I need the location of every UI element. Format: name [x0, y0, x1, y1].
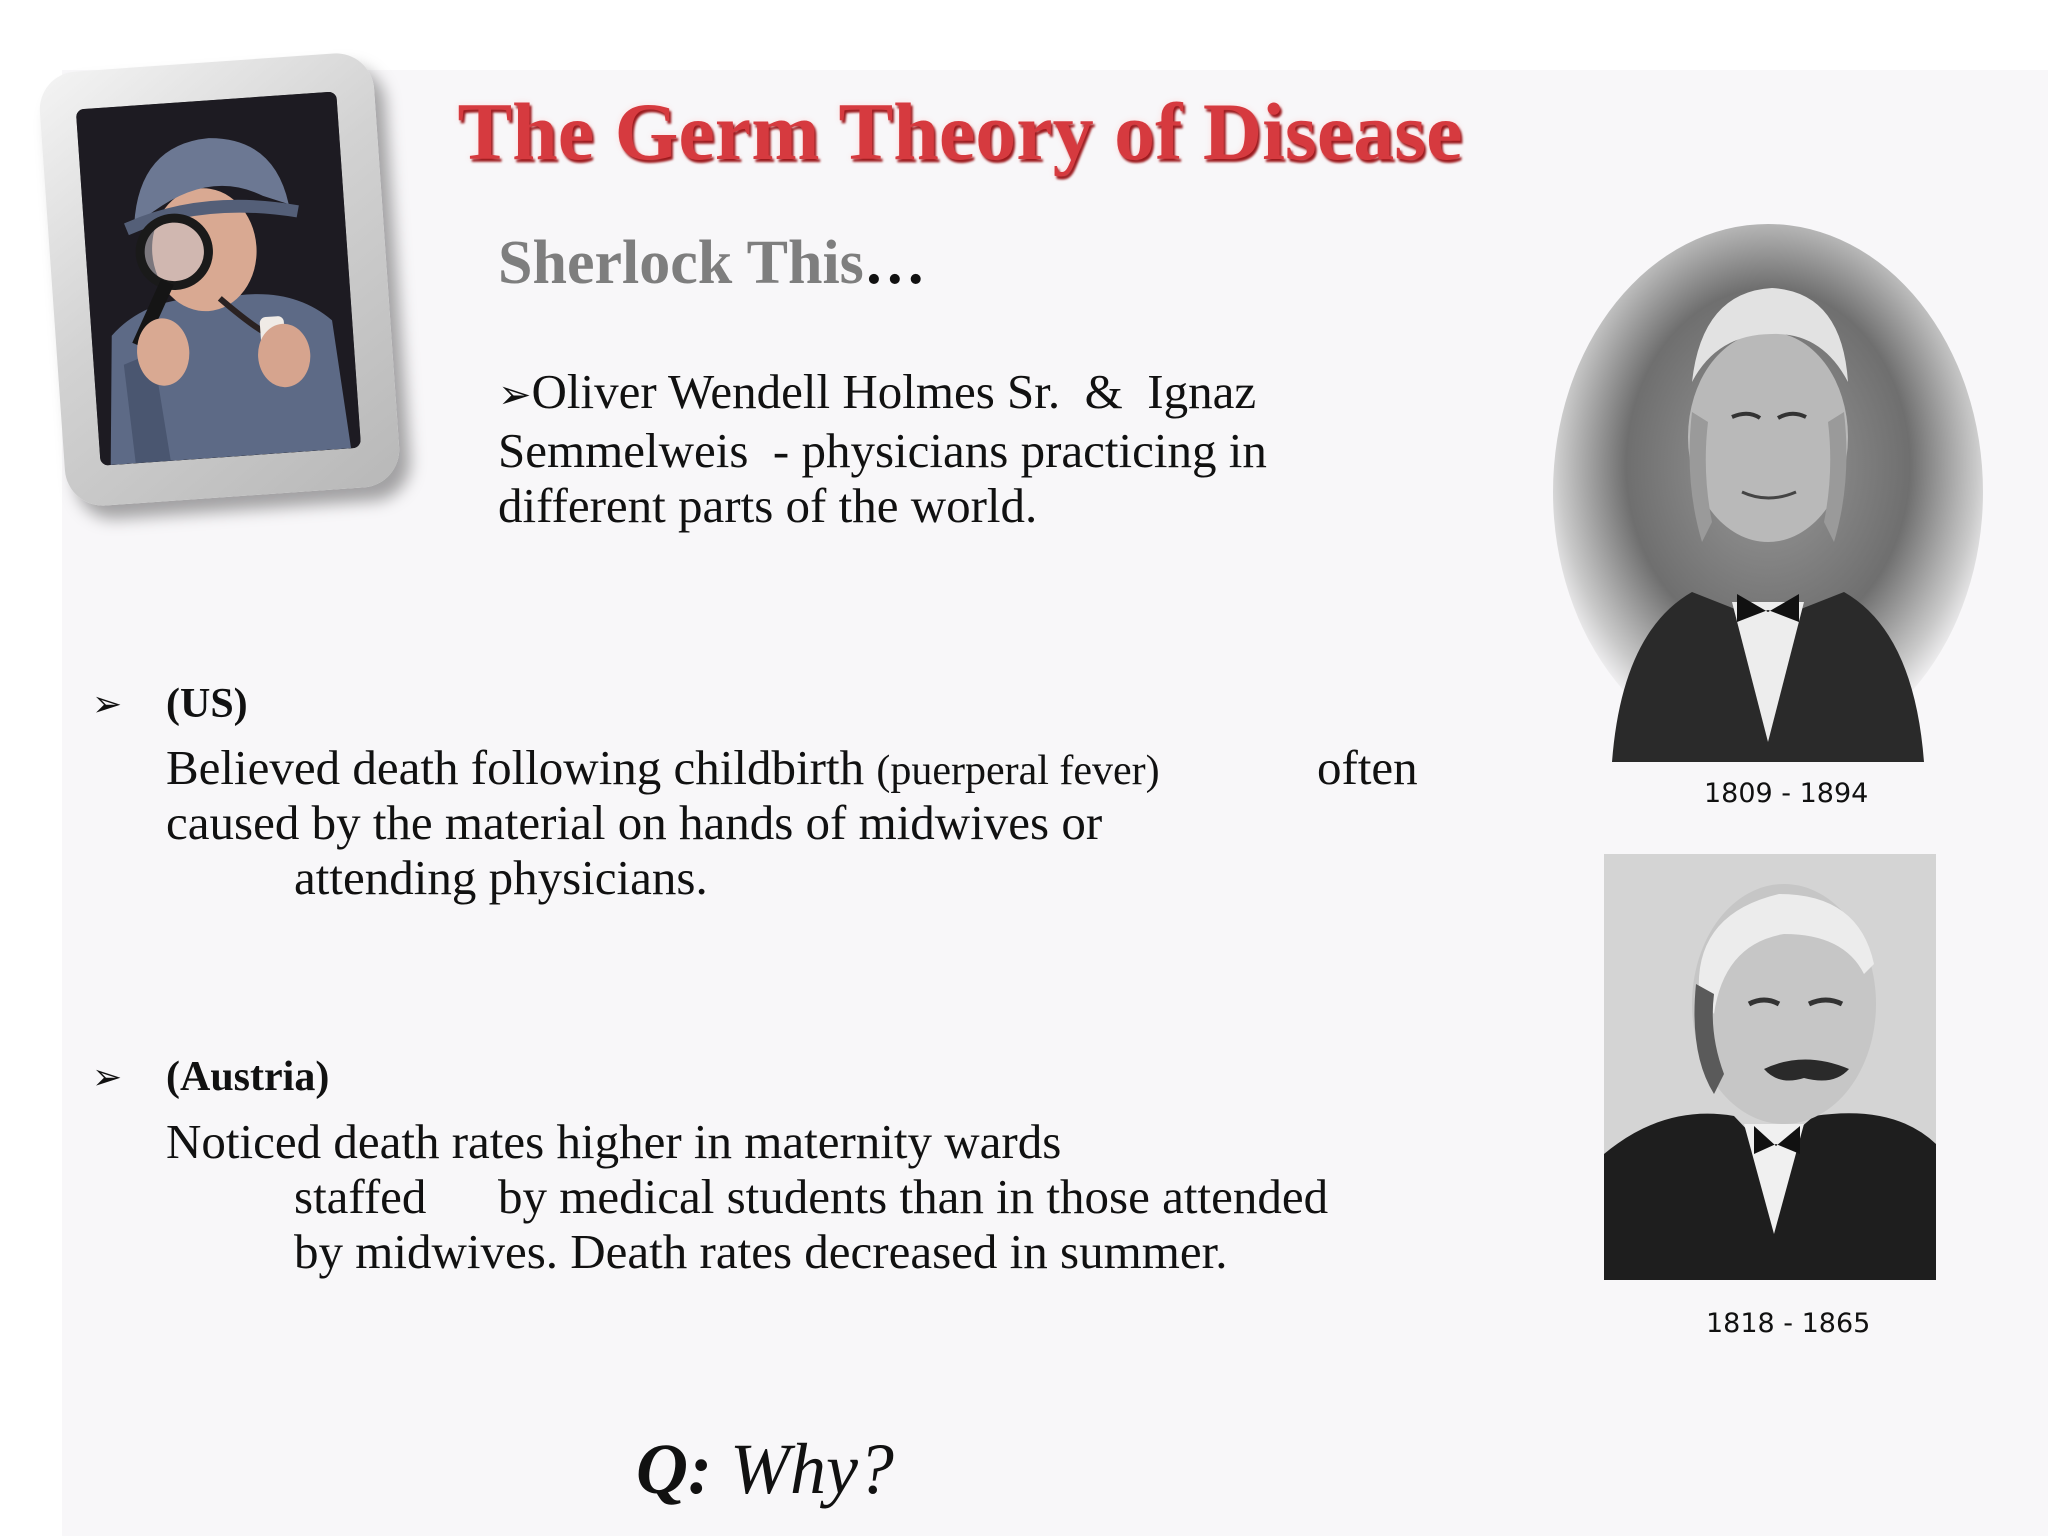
slide-title: The Germ Theory of Disease	[457, 86, 1463, 177]
us-line-1-end: often	[1317, 740, 1418, 795]
intro-line-3: different parts of the world.	[498, 478, 1038, 533]
question-text: Why?	[711, 1429, 894, 1509]
intro-line-1-text: Oliver Wendell Holmes Sr. & Ignaz	[531, 364, 1257, 419]
intro-paragraph	[498, 364, 1358, 533]
semmelweis-dates: 1818 - 1865	[1706, 1308, 1871, 1339]
us-line-3: attending physicians.	[294, 850, 708, 905]
us-line-2: caused by the material on hands of midwives or	[166, 795, 1103, 850]
subtitle-ellipsis: …	[863, 229, 926, 297]
sherlock-photo	[76, 91, 361, 465]
intro-line-2: Semmelweis - physicians practicing in	[498, 423, 1267, 478]
us-label: (US)	[166, 681, 248, 727]
austria-line-1: Noticed death rates higher in maternity wards	[166, 1114, 1062, 1169]
austria-line-2-end: by medical students than in those attended	[498, 1169, 1329, 1224]
slide-subtitle	[498, 228, 926, 299]
subtitle-text: Sherlock This	[498, 229, 864, 297]
holmes-dates: 1809 - 1894	[1704, 778, 1869, 809]
us-line-1-text: Believed death following childbirth	[166, 740, 877, 795]
us-parenthetical: (puerperal fever)	[876, 748, 1160, 794]
question-line	[636, 1428, 894, 1511]
austria-label: (Austria)	[166, 1054, 330, 1100]
us-line-1	[166, 740, 1160, 799]
arrow-bullet-icon: ➢	[92, 684, 123, 725]
arrow-bullet-icon: ➢	[498, 372, 532, 418]
question-label: Q:	[636, 1429, 712, 1509]
arrow-bullet-icon: ➢	[92, 1057, 123, 1098]
sherlock-photo-frame	[37, 51, 402, 508]
holmes-portrait	[1552, 222, 1984, 762]
intro-line-1	[498, 364, 1358, 423]
semmelweis-portrait	[1604, 854, 1936, 1280]
austria-line-2-start: staffed	[294, 1169, 427, 1224]
austria-line-3: by midwives. Death rates decreased in summer.	[294, 1224, 1228, 1279]
